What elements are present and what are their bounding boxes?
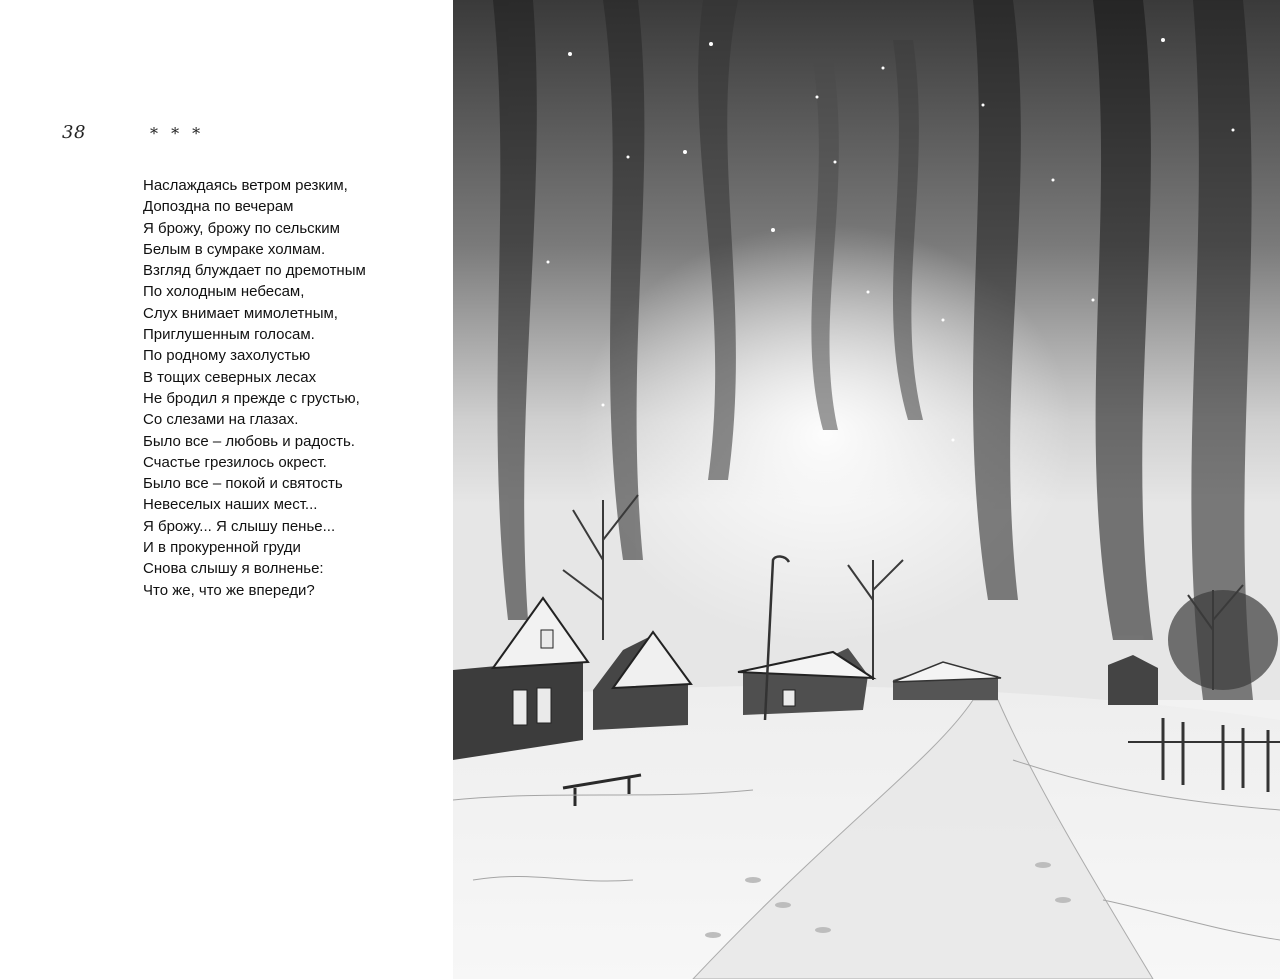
poem-line: Снова слышу я волненье: bbox=[143, 560, 324, 578]
poem-line: Взгляд блуждает по дремотным bbox=[143, 262, 366, 280]
poem bbox=[143, 175, 366, 601]
poem-line: Невеселых наших мест... bbox=[143, 496, 318, 514]
page-number: 38 bbox=[62, 122, 86, 143]
text-page bbox=[0, 0, 453, 979]
poem-line: Что же, что же впереди? bbox=[143, 581, 315, 599]
bush bbox=[1168, 590, 1278, 690]
poem-line: По холодным небесам, bbox=[143, 283, 305, 301]
poem-line: Счастье грезилось окрест. bbox=[143, 453, 327, 471]
poem-line: По родному захолустью bbox=[143, 347, 311, 365]
poem-line: Я брожу... Я слышу пенье... bbox=[143, 517, 336, 535]
poem-line: Приглушенным голосам. bbox=[143, 326, 315, 344]
poem-line: Было все – любовь и радость. bbox=[143, 432, 355, 450]
poem-line: Не бродил я прежде с грустью, bbox=[143, 389, 360, 407]
winter-village-illustration bbox=[453, 0, 1280, 979]
poem-line: Допоздна по вечерам bbox=[143, 198, 294, 216]
poem-line: Слух внимает мимолетным, bbox=[143, 304, 338, 322]
sky-glow bbox=[453, 0, 1280, 700]
illustration-svg bbox=[453, 0, 1280, 979]
poem-line: В тощих северных лесах bbox=[143, 368, 317, 386]
poem-line: Наслаждаясь ветром резким, bbox=[143, 177, 348, 194]
poem-line: Со слезами на глазах. bbox=[143, 411, 299, 429]
poem-line: Белым в сумраке холмам. bbox=[143, 240, 326, 258]
poem-line: Я брожу, брожу по сельским bbox=[143, 219, 340, 237]
poem-line: Было все – покой и святость bbox=[143, 475, 343, 493]
poem-line: И в прокуренной груди bbox=[143, 539, 301, 557]
poem-asterism: * * * bbox=[150, 124, 205, 143]
